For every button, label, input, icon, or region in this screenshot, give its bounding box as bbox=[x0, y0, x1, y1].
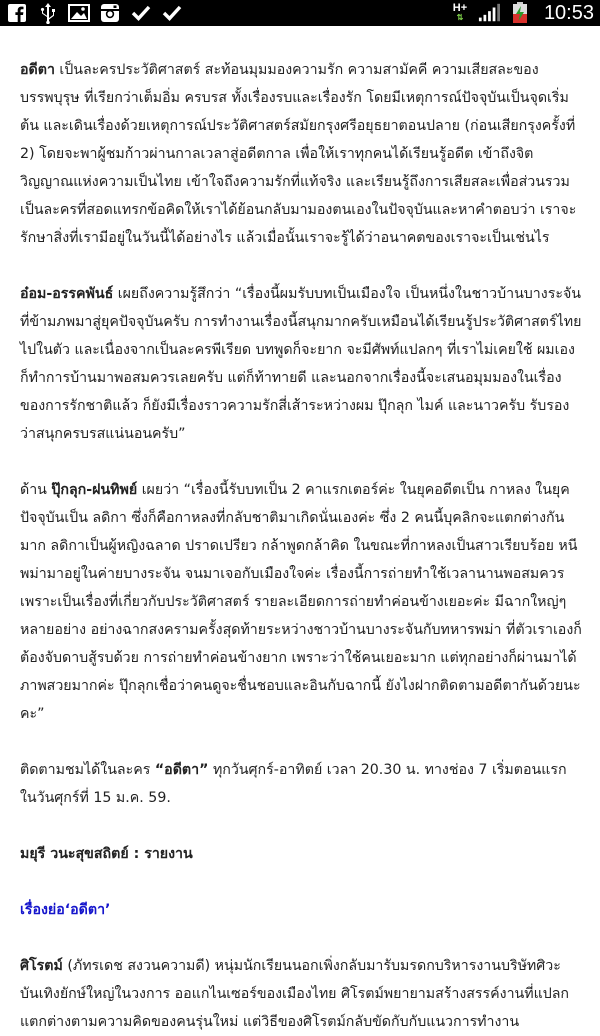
paragraph-text: (ภัทรเดช สงวนความดี) หนุ่มนักเรียนนอกเพิ่งกลับมารับมรดกบริหารงานบริษัทศิวะบันเทิงยักษ์ใหญ่ในวงการ ออแกไนเซอร์ของเมืองไทย ศิโรตม์พยายามสร้างสรรค์งานที่แปลกแตกต่างตามความคิดของคนรุ่นใหม่ แต่วิธีของศิโรตม์กลับขัดกับกับแนวการทำงาน bbox=[20, 958, 570, 1030]
paragraph-text: เผยถึงความรู้สึกว่า “เรื่องนี้ผมรับบทเป็นเมืองใจ เป็นหนึ่งในชาวบ้านบางระจันที่ข้ามภพมาสู่ยุคปัจจุบันครับ การทำงานเรื่องนี้สนุกมากครับเหมือนได้เรียนรู้ประวัติศาสตร์ไทยไปในตัว และเนื่องจากเป็นละครพีเรียด บทพูดก็จะยาก จะมีศัพท์แปลกๆ ที่เราไม่เคยใช้ ผมเองก็ทำการบ้านมาพอสมควรเลยครับ แต่ก็ท้าทายดี และนอกจากเรื่องนี้จะเสนอมุมมองในเรื่องของการรักชาติแล้ว ก็ยังมีเรื่องราวความรักสี่เส้าระหว่างผม ปุ๊กลุก ไมค์ และนาวครับ รับรองว่าสนุกครบรสแน่นอนครับ” bbox=[20, 286, 582, 442]
article-body bbox=[20, 26, 582, 1036]
actor-name: อ๋อม-อรรคพันธ์ bbox=[20, 286, 114, 302]
clock: 10:53 bbox=[543, 1, 594, 24]
check-icon bbox=[130, 2, 152, 24]
gallery-icon bbox=[68, 2, 90, 24]
usb-icon bbox=[37, 2, 59, 24]
instagram-icon bbox=[99, 2, 121, 24]
check-icon bbox=[161, 2, 183, 24]
notification-icons bbox=[6, 2, 183, 24]
signal-strength-icon bbox=[478, 2, 500, 24]
paragraph-actress-quote bbox=[20, 476, 582, 728]
actress-name: ปุ๊กลุก-ฝนทิพย์ bbox=[51, 482, 138, 498]
data-activity-icon: ⇅ bbox=[456, 13, 464, 22]
character-name: ศิโรตม์ bbox=[20, 958, 63, 974]
paragraph-prefix: ด้าน bbox=[20, 482, 52, 498]
paragraph-synopsis bbox=[20, 952, 582, 1036]
system-icons bbox=[451, 2, 594, 25]
paragraph-schedule bbox=[20, 756, 582, 812]
paragraph-intro bbox=[20, 56, 582, 252]
synopsis-link[interactable]: เรื่องย่อ‘อดีตา’ bbox=[20, 902, 111, 918]
reporter-credit: มยุรี วนะสุขสถิตย์ : รายงาน bbox=[20, 846, 193, 862]
paragraph-prefix: ติดตามชมได้ในละคร bbox=[20, 762, 155, 778]
paragraph-text: เผยว่า “เรื่องนี้รับบทเป็น 2 คาแรกเตอร์ค่ะ ในยุคอดีตเป็น กาหลง ในยุคปัจจุบันเป็น ลดิกา ซึ่งก็คือกาหลงที่กลับชาติมาเกิดนั่นเองค่ะ ซึ่ง 2 คนนี้บุคลิกจะแตกต่างกันมาก ลดิกาเป็นผู้หญิงฉลาด ปราดเปรียว กล้าพูดกล้าคิด ในขณะที่กาหลงเป็นสาวเรียบร้อย หนีพม่ามาอยู่ในค่ายบางระจัน จนมาเจอกับเมืองใจค่ะ เรื่องนี้การถ่ายทำใช้เวลานานพอสมควรเพราะเป็นเรื่องที่เกี่ยวกับประวัติศาสตร์ รายละเอียดการถ่ายทำค่อนข้างเยอะค่ะ มีฉากใหญ่ๆ หลายอย่าง อย่างฉากสงครามครั้งสุดท้ายระหว่างชาวบ้านบางระจันกับทหารพม่า ที่ตัวเราเองก็ต้องจับดาบสู้รบด้วย การถ่ายทำค่อนข้างยาก เพราะว่าใช้คนเยอะมาก แต่ทุกอย่างก็ผ่านมาได้ ภาพสวยมากค่ะ ปุ๊กลุกเชื่อว่าคนดูจะชื่นชอบและอินกับฉากนี้ ยังไงฝากติดตามอดีตากันด้วยนะคะ” bbox=[20, 482, 582, 722]
status-bar bbox=[0, 0, 600, 26]
network-type-indicator: H+ ⇅ bbox=[452, 2, 468, 22]
paragraph-text: เป็นละครประวัติศาสตร์ สะท้อนมุมมองความรัก ความสามัคคี ความเสียสละของบรรพบุรุษ ที่เรียกว่าเต็มอิ่ม ครบรส ทั้งเรื่องรบและเรื่องรัก โดยมีเหตุการณ์ปัจจุบันเป็นจุดเริ่มต้น และเดินเรื่องด้วยเหตุการณ์ประวัติศาสตร์สมัยกรุงศรีอยุธยาตอนปลาย (ก่อนเสียกรุงครั้งที่ 2) โดยจะพาผู้ชมก้าวผ่านกาลเวลาสู่อดีตกาล เพื่อให้เราทุกคนได้เรียนรู้อดีต เข้าถึงจิตวิญญาณแห่งความเป็นไทย เข้าใจถึงความรักที่แท้จริง และเรียนรู้ถึงการเสียสละเพื่อส่วนรวม เป็นละครที่สอดแทรกข้อคิดให้เราได้ย้อนกลับมามองตนเองในปัจจุบันและหาคำตอบว่า เราจะรักษาสิ่งที่เรามีอยู่ในวันนี้ได้อย่างไร แล้วเมื่อนั้นเราจะรู้ได้ว่าอนาคตของเราจะเป็นเช่นไร bbox=[20, 62, 577, 246]
battery-charging-icon bbox=[509, 2, 531, 24]
paragraph-text: ทุกวันศุกร์-อาทิตย์ เวลา 20.30 น. ทางช่อง 7 เริ่มตอนแรก ในวันศุกร์ที่ 15 ม.ค. 59. bbox=[20, 762, 567, 806]
paragraph-actor-quote bbox=[20, 280, 582, 448]
facebook-icon bbox=[6, 2, 28, 24]
drama-title: อดีตา bbox=[20, 62, 55, 78]
drama-title: “อดีตา” bbox=[154, 762, 209, 778]
